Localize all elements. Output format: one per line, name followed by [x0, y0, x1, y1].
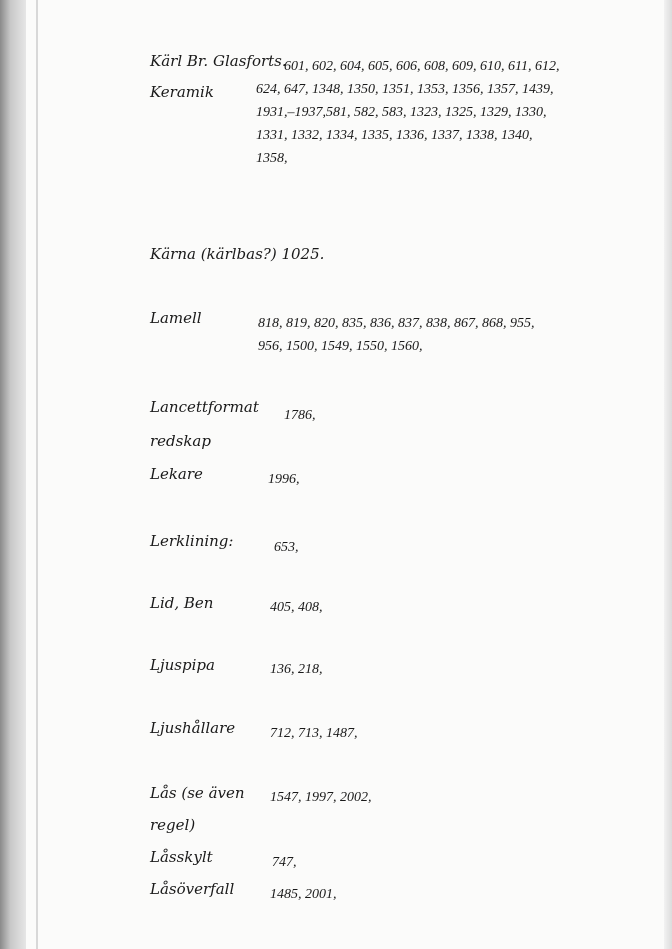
number-line: 136, 218, [270, 662, 323, 677]
index-numbers [284, 404, 672, 427]
number-line: 624, 647, 1348, 1350, 1351, 1353, 1356, 1357, 1439, [256, 82, 554, 97]
number-line: 601, 602, 604, 605, 606, 608, 609, 610, 611, 612, [284, 59, 560, 74]
index-term: Lekare [150, 465, 203, 483]
index-term-sub: regel) [150, 816, 196, 834]
number-line: 405, 408, [270, 600, 323, 615]
number-line: 818, 819, 820, 835, 836, 837, 838, 867, 868, 955, [258, 316, 535, 331]
index-numbers [270, 786, 670, 809]
index-term-sub: redskap [150, 432, 211, 450]
index-term: Ljuspipa [150, 656, 215, 674]
index-numbers [270, 722, 670, 745]
index-numbers [258, 312, 658, 358]
index-term: Kärna (kärlbas?) 1025. [150, 245, 325, 263]
number-line: 712, 713, 1487, [270, 726, 358, 741]
index-numbers [272, 851, 672, 874]
index-term: Lamell [150, 309, 202, 327]
index-numbers [268, 468, 668, 491]
number-line: 1485, 2001, [270, 887, 337, 902]
index-term-sub: Keramik [150, 83, 214, 101]
number-line: 1547, 1997, 2002, [270, 790, 372, 805]
number-line: 653, [274, 540, 299, 555]
binding-shadow-line [36, 0, 38, 949]
number-line: 1358, [256, 151, 288, 166]
number-line: 956, 1500, 1549, 1550, 1560, [258, 339, 423, 354]
index-term: Låsöverfall [150, 880, 235, 898]
number-line: 1331, 1332, 1334, 1335, 1336, 1337, 1338, 1340, [256, 128, 533, 143]
number-line: 747, [272, 855, 297, 870]
index-term: Kärl Br. Glasforts. [150, 52, 287, 70]
index-numbers [270, 658, 670, 681]
index-term: Lid, Ben [150, 594, 214, 612]
index-numbers [256, 55, 672, 170]
index-term: Låsskylt [150, 848, 213, 866]
index-term: Ljushållare [150, 719, 236, 737]
index-term: Lås (se även [150, 784, 245, 802]
book-binding [0, 0, 26, 949]
index-term: Lerklining: [150, 532, 234, 550]
number-line: 1996, [268, 472, 300, 487]
index-numbers [270, 596, 670, 619]
number-line: 1931,–1937,581, 582, 583, 1323, 1325, 1329, 1330, [256, 105, 547, 120]
number-line: 1786, [284, 408, 316, 423]
index-numbers [274, 536, 672, 559]
index-term: Lancettformat [150, 398, 259, 416]
index-numbers [270, 883, 670, 906]
